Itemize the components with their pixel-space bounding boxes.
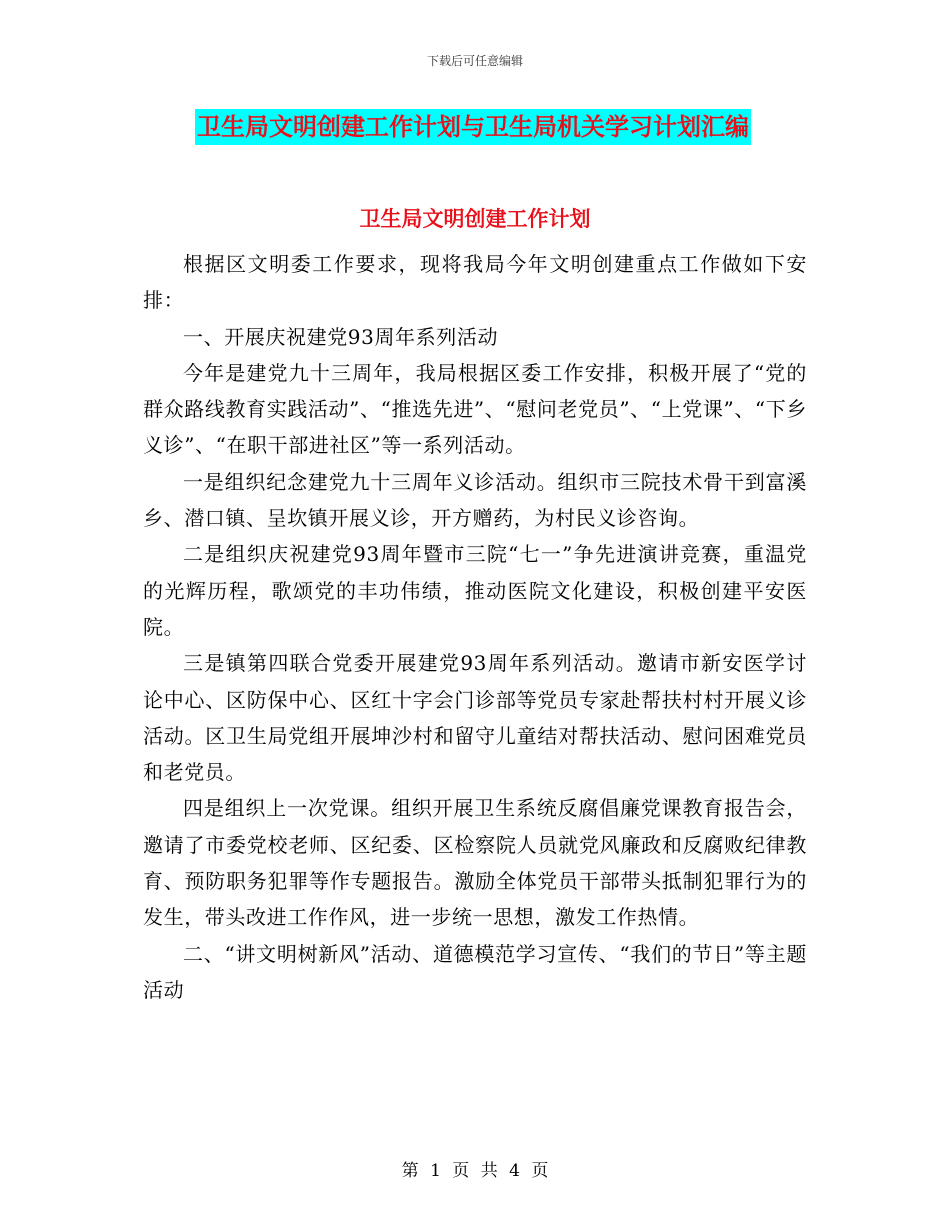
section-title: 卫生局文明创建工作计划 xyxy=(359,207,591,231)
paragraph: 四是组织上一次党课。组织开展卫生系统反腐倡廉党课教育报告会，邀请了市委党校老师、区纪委、区检察院人员就党风廉政和反腐败纪律教育、预防职务犯罪等作专题报告。激励全体党员干部带头抵制犯罪行为的发生，带头改进工作作风，进一步统一思想，激发工作热情。 xyxy=(143,796,807,930)
paragraph: 一、开展庆祝建党93周年系列活动 xyxy=(183,324,499,349)
paragraph: 今年是建党九十三周年，我局根据区委工作安排，积极开展了“党的群众路线教育实践活动”、“推选先进”、“慰问老党员”、“上党课”、“下乡义诊”、“在职干部进社区”等一系列活动。 xyxy=(143,360,807,458)
paragraph: 二、“讲文明树新风”活动、道德模范学习宣传、“我们的节日”等主题活动 xyxy=(143,941,807,1002)
paragraph: 根据区文明委工作要求，现将我局今年文明创建重点工作做如下安排： xyxy=(143,252,807,313)
paragraph: 二是组织庆祝建党93周年暨市三院“七一”争先进演讲竞赛，重温党的光辉历程，歌颂党的丰功伟绩，推动医院文化建设，积极创建平安医院。 xyxy=(143,542,807,639)
paragraph: 三是镇第四联合党委开展建党93周年系列活动。邀请市新安医学讨论中心、区防保中心、区红十字会门诊部等党员专家赴帮扶村村开展义诊活动。区卫生局党组开展坤沙村和留守儿童结对帮扶活动、慰问困难党员和老党员。 xyxy=(143,651,807,785)
paragraph: 一是组织纪念建党九十三周年义诊活动。组织市三院技术骨干到富溪乡、潜口镇、呈坎镇开展义诊，开方赠药，为村民义诊咨询。 xyxy=(143,469,807,531)
document-main-title: 卫生局文明创建工作计划与卫生局机关学习计划汇编 xyxy=(195,109,751,145)
document-body xyxy=(143,246,807,1008)
page-header-note: 下载后可任意编辑 xyxy=(426,54,523,68)
page-number-footer: 第 1 页 共 4 页 xyxy=(401,1161,549,1181)
